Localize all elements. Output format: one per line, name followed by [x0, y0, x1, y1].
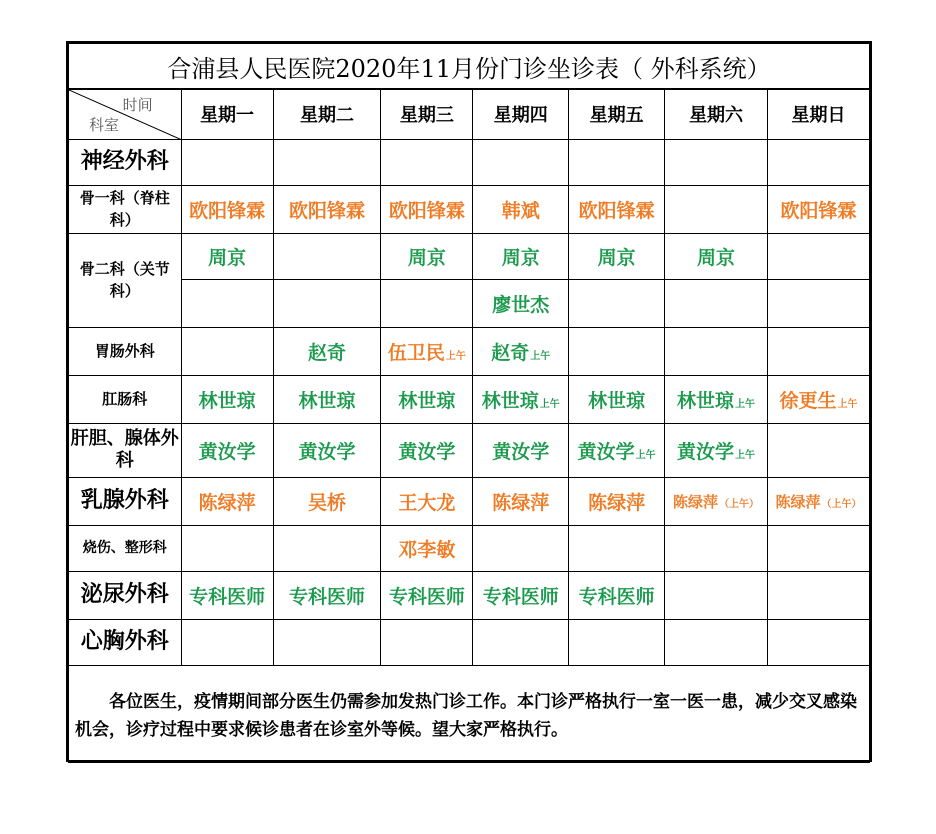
- doctor-cell: 韩斌: [473, 185, 569, 233]
- doctor-cell: 周京: [473, 233, 569, 279]
- doctor-cell: [381, 279, 473, 327]
- table-row: [69, 571, 870, 619]
- doctor-cell: 廖世杰: [473, 279, 569, 327]
- doctor-cell: [569, 327, 665, 375]
- doctor-cell: 黄汝学: [273, 423, 381, 477]
- table-row: [69, 525, 870, 571]
- doctor-cell: [273, 233, 381, 279]
- day-header-mon: 星期一: [181, 89, 273, 139]
- day-header-fri: 星期五: [569, 89, 665, 139]
- doctor-cell: [569, 525, 665, 571]
- table-row: [69, 375, 870, 423]
- dept-uro: 泌尿外科: [69, 571, 182, 619]
- cell: [768, 139, 870, 185]
- doctor-cell: 陈绿萍: [473, 477, 569, 525]
- am-marker: （上午）: [821, 498, 862, 510]
- cell: [569, 619, 665, 665]
- dept-neuro: 神经外科: [69, 139, 182, 185]
- dept-ortho1: 骨一科（脊柱科）: [69, 185, 182, 233]
- doctor-cell: [665, 571, 768, 619]
- doctor-cell: 王大龙: [381, 477, 473, 525]
- cell: [273, 139, 381, 185]
- dept-anal: 肛肠科: [69, 375, 182, 423]
- doctor-cell: 周京: [381, 233, 473, 279]
- dept-hepato: 肝胆、腺体外科: [69, 423, 182, 477]
- doctor-cell: 林世琼: [181, 375, 273, 423]
- doctor-name: 黄汝学: [677, 440, 735, 463]
- corner-dept-label: 科室: [89, 115, 120, 134]
- doctor-name: 徐更生: [779, 389, 837, 412]
- doctor-name: 赵奇: [491, 341, 530, 364]
- doctor-cell: [665, 525, 768, 571]
- page-title: 合浦县人民医院2020年11月份门诊坐诊表（ 外科系统）: [69, 44, 870, 90]
- doctor-cell: 林世琼: [381, 375, 473, 423]
- am-marker: 上午: [837, 398, 858, 410]
- doctor-cell: [665, 185, 768, 233]
- day-header-wed: 星期三: [381, 89, 473, 139]
- doctor-cell: [381, 327, 473, 375]
- doctor-cell: 欧阳锋霖: [569, 185, 665, 233]
- doctor-cell: [665, 375, 768, 423]
- am-marker: 上午: [539, 398, 560, 410]
- doctor-cell: [473, 525, 569, 571]
- doctor-cell: 专科医师: [569, 571, 665, 619]
- table-row: [69, 327, 870, 375]
- cell: [665, 619, 768, 665]
- doctor-cell: 陈绿萍: [569, 477, 665, 525]
- corner-header: [69, 89, 182, 139]
- doctor-cell: [569, 279, 665, 327]
- doctor-cell: [768, 233, 870, 279]
- schedule-table: [68, 43, 870, 763]
- doctor-cell: [665, 279, 768, 327]
- table-row: [69, 477, 870, 525]
- doctor-cell: [665, 423, 768, 477]
- doctor-cell: [768, 423, 870, 477]
- doctor-cell: [569, 423, 665, 477]
- doctor-name: 黄汝学: [577, 440, 635, 463]
- dept-ortho2: 骨二科（关节科）: [69, 233, 182, 327]
- dept-gastro: 胃肠外科: [69, 327, 182, 375]
- day-header-sun: 星期日: [768, 89, 870, 139]
- am-marker: 上午: [635, 449, 656, 461]
- am-marker: 上午: [735, 398, 756, 410]
- table-row: [69, 423, 870, 477]
- doctor-cell: 陈绿萍: [181, 477, 273, 525]
- cell: [569, 139, 665, 185]
- doctor-name: 伍卫民: [387, 341, 445, 364]
- am-marker: 上午: [530, 350, 551, 362]
- cell: [273, 619, 381, 665]
- table-row: [69, 233, 870, 279]
- doctor-cell: 专科医师: [273, 571, 381, 619]
- doctor-cell: 欧阳锋霖: [181, 185, 273, 233]
- doctor-cell: [181, 279, 273, 327]
- doctor-cell: [768, 571, 870, 619]
- table-row: [69, 279, 870, 327]
- doctor-cell: 专科医师: [181, 571, 273, 619]
- am-marker: （上午）: [719, 498, 760, 510]
- doctor-cell: 专科医师: [381, 571, 473, 619]
- table-row: [69, 619, 870, 665]
- cell: [473, 139, 569, 185]
- cell: [381, 139, 473, 185]
- cell: [768, 619, 870, 665]
- dept-breast: 乳腺外科: [69, 477, 182, 525]
- cell: [665, 139, 768, 185]
- doctor-cell: [768, 477, 870, 525]
- doctor-cell: 林世琼: [273, 375, 381, 423]
- day-header-thu: 星期四: [473, 89, 569, 139]
- doctor-cell: 黄汝学: [473, 423, 569, 477]
- doctor-name: 陈绿萍: [673, 492, 719, 511]
- doctor-cell: [665, 477, 768, 525]
- doctor-cell: [273, 525, 381, 571]
- dept-burn: 烧伤、整形科: [69, 525, 182, 571]
- notice-body: 各位医生，疫情期间部分医生仍需参加发热门诊工作。本门诊严格执行一室一医一患，减少交叉感染机会，诊疗过程中要求候诊患者在诊室外等候。望大家严格执行。: [75, 691, 857, 740]
- cell: [381, 619, 473, 665]
- doctor-cell: [768, 375, 870, 423]
- cell: [181, 619, 273, 665]
- doctor-cell: [768, 279, 870, 327]
- doctor-cell: 欧阳锋霖: [768, 185, 870, 233]
- doctor-cell: 专科医师: [473, 571, 569, 619]
- table-row: [69, 185, 870, 233]
- doctor-cell: [181, 327, 273, 375]
- doctor-cell: 周京: [181, 233, 273, 279]
- doctor-cell: 周京: [665, 233, 768, 279]
- doctor-name: 林世琼: [481, 389, 539, 412]
- doctor-cell: 周京: [569, 233, 665, 279]
- day-header-sat: 星期六: [665, 89, 768, 139]
- doctor-cell: [273, 279, 381, 327]
- doctor-cell: [473, 375, 569, 423]
- doctor-cell: 黄汝学: [381, 423, 473, 477]
- doctor-cell: [473, 327, 569, 375]
- cell: [181, 139, 273, 185]
- doctor-cell: 林世琼: [569, 375, 665, 423]
- doctor-cell: [768, 327, 870, 375]
- am-marker: 上午: [445, 350, 466, 362]
- day-header-tue: 星期二: [273, 89, 381, 139]
- am-marker: 上午: [735, 449, 756, 461]
- notice-text: [69, 665, 870, 762]
- schedule-sheet: [66, 41, 872, 762]
- doctor-cell: [768, 525, 870, 571]
- doctor-cell: 赵奇: [273, 327, 381, 375]
- doctor-cell: 欧阳锋霖: [273, 185, 381, 233]
- cell: [473, 619, 569, 665]
- dept-cardio: 心胸外科: [69, 619, 182, 665]
- doctor-cell: 黄汝学: [181, 423, 273, 477]
- doctor-cell: 邓李敏: [381, 525, 473, 571]
- doctor-cell: [181, 525, 273, 571]
- doctor-cell: 吴桥: [273, 477, 381, 525]
- doctor-cell: [665, 327, 768, 375]
- doctor-name: 林世琼: [677, 389, 735, 412]
- doctor-name: 陈绿萍: [775, 492, 821, 511]
- corner-time-label: 时间: [122, 96, 153, 114]
- doctor-cell: 欧阳锋霖: [381, 185, 473, 233]
- table-row: [69, 139, 870, 185]
